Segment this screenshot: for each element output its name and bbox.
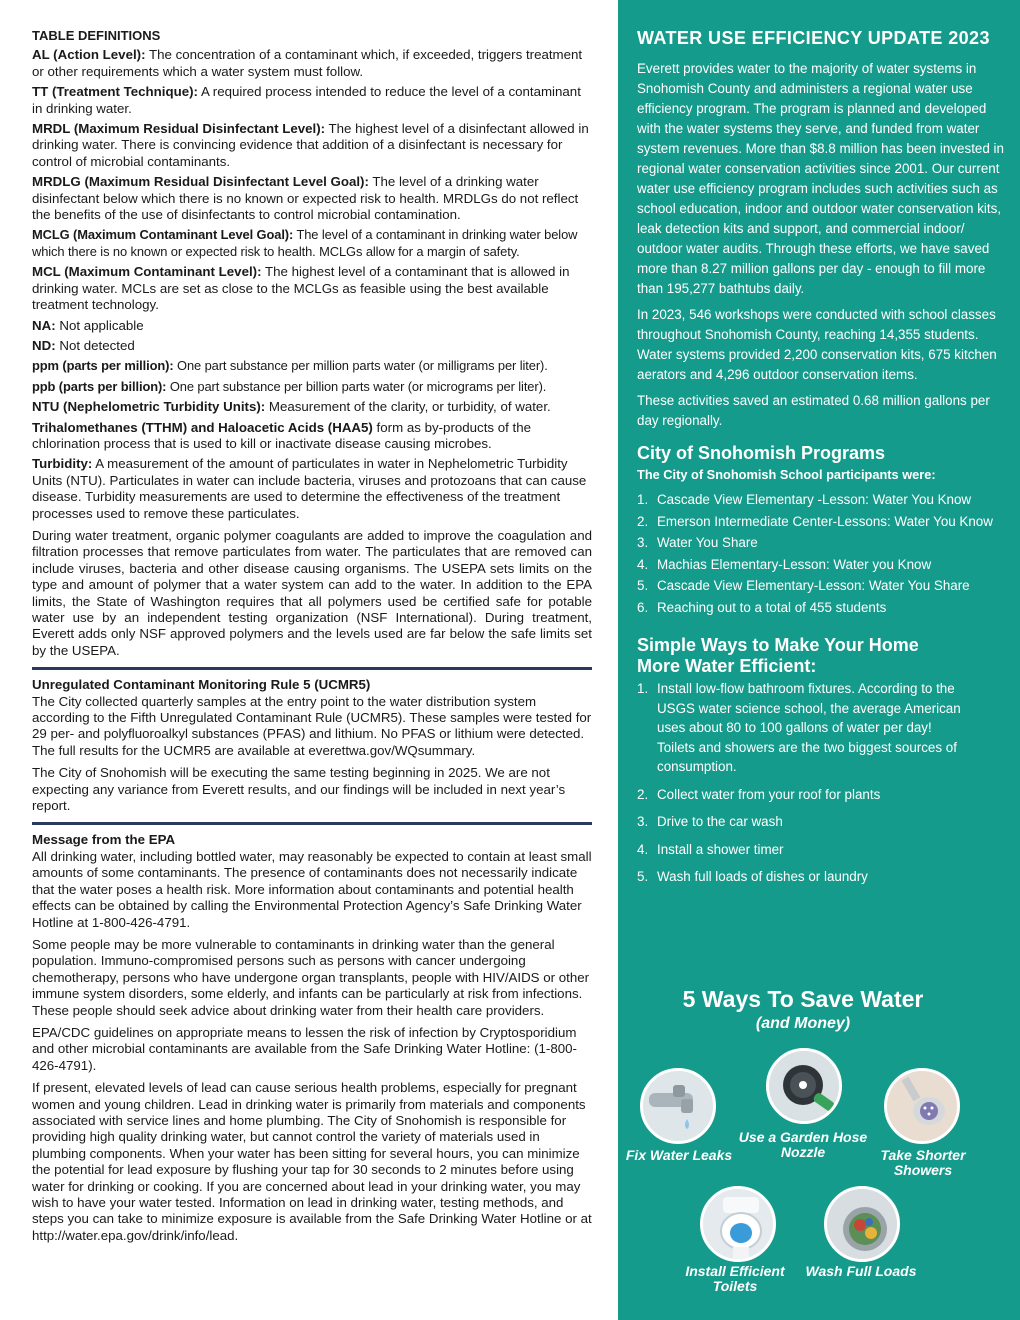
definition-ntu: NTU (Nephelometric Turbidity Units): Measurement of the clarity, or turbidity, of water.	[32, 399, 551, 415]
list-item: 1. Install low-flow bathroom fixtures. According to the USGS water science school, the average American uses about 80 to 100 gallons of water per day! Toilets and showers are the two biggest sources of consumption.	[637, 681, 961, 774]
list-item: 6. Reaching out to a total of 455 students	[637, 599, 887, 615]
epa-paragraph-4: If present, elevated levels of lead can cause serious health problems, especially for pregnant women and young children. Lead in drinking water is primarily from materials and components associated with service lines and home plumbing. The City of Snohomish is responsible for providing high quality drinking water, but cannot control the variety of materials used in plumbing components. When your water has been sitting for several hours, you can minimize the potential for lead exposure by flushing your tap for 30 seconds to 2 minutes before using water for drinking or cooking. If you are concerned about lead in your drinking water, you may wish to have your water tested. Information on lead in drinking water, testing methods, and steps you can take to minimize exposure is available from the Safe Drinking Water Hotline or at http://water.epa.gov/drink/info/lead.	[32, 1080, 592, 1243]
definition-ppb: ppb (parts per billion): One part substance per billion parts water (or micrograms per liter).	[32, 378, 547, 394]
faucet-icon	[640, 1068, 716, 1144]
section-divider	[32, 667, 592, 670]
efficiency-paragraph-2: In 2023, 546 workshops were conducted with school classes throughout Snohomish County, reaching 14,355 students. Water systems provided 2,200 conservation kits, 675 kitchen aerators and 4,296 outdoor conservation items.	[637, 307, 997, 382]
epa-paragraph-2: Some people may be more vulnerable to contaminants in drinking water than the general population. Immuno-compromised persons such as persons with cancer undergoing chemotherapy, persons who have undergone organ transplants, people with HIV/AIDS or other immune system disorders, some elderly, and infants can be particularly at risk from infections. These people should seek advice about drinking water from their health care providers.	[32, 936, 590, 1018]
hose-nozzle-label: Use a Garden Hose Nozzle	[738, 1129, 868, 1160]
list-item: 1. Cascade View Elementary -Lesson: Water You Know	[637, 492, 972, 507]
list-item: 3. Drive to the car wash	[637, 814, 783, 829]
list-item: 4. Install a shower timer	[637, 841, 784, 857]
definition-mcl: MCL (Maximum Contaminant Level): The highest level of a contaminant that is allowed in drinking water. MCLs are set as close to the MCLGs as feasible using the best available treatment technology.	[32, 264, 570, 313]
list-item: 2. Emerson Intermediate Center-Lessons: Water You Know	[637, 513, 993, 529]
definition-tthm: Trihalomethanes (TTHM) and Haloacetic Acids (HAA5) form as by-products of the chlorination process that is used to kill or inactivate disease causing microbes.	[32, 419, 532, 451]
efficiency-paragraph-1: Everett provides water to the majority of water systems in Snohomish County and administers a regional water use efficiency program. The program is planned and developed with the water systems they serve, and funded from water system revenues. More than $8.8 million has been invested in regional water conservation activities since 2001. Our current water use efficiency program includes such activities such as school education, indoor and outdoor water conservation kits, leak detection kits and support, and commercial indoor/ outdoor water audits. Through these efforts, we have saved more than 8.27 million gallons per day - enough to fill more than 195,277 bathtubs daily.	[637, 61, 1004, 296]
washing-machine-icon	[824, 1186, 900, 1262]
programs-heading: City of Snohomish Programs	[637, 443, 886, 463]
programs-list	[637, 490, 1007, 617]
programs-subheading: The City of Snohomish School participants were:	[637, 467, 936, 482]
list-item: 3. Water You Share	[637, 535, 758, 550]
section-divider	[32, 822, 592, 825]
ucmr5-paragraph-2: The City of Snohomish will be executing the same testing beginning in 2025. We are not expecting any variance from Everett results, and our findings will be included in next year’s report.	[32, 765, 566, 814]
list-item: 5. Wash full loads of dishes or laundry	[637, 869, 868, 884]
efficiency-panel	[618, 0, 1020, 1320]
definition-tt: TT (Treatment Technique): A required process intended to reduce the level of a contaminant in drinking water.	[32, 84, 581, 116]
left-column	[32, 28, 592, 1248]
five-ways-header	[618, 986, 988, 1033]
list-item: 4. Machias Elementary-Lesson: Water you Know	[637, 556, 932, 572]
epa-paragraph-3: EPA/CDC guidelines on appropriate means to lessen the risk of infection by Cryptosporidium and other microbial contaminants are available from the Safe Drinking Water Hotline: (1-800-426-4791).	[32, 1024, 577, 1073]
shorter-showers-label: Take Shorter Showers	[880, 1147, 966, 1178]
tips-list	[637, 679, 1007, 887]
list-item: 2. Collect water from your roof for plants	[637, 786, 881, 802]
efficient-toilets-label: Install Efficient Toilets	[685, 1263, 785, 1294]
epa-heading: Message from the EPA	[32, 832, 176, 848]
definition-al: AL (Action Level): The concentration of a contaminant which, if exceeded, triggers treatment or other requirements which a water system must follow.	[32, 47, 583, 79]
definition-ppm: ppm (parts per million): One part substance per million parts water (or milligrams per liter).	[32, 358, 548, 374]
efficiency-title: WATER USE EFFICIENCY UPDATE 2023	[637, 28, 990, 48]
ucmr5-heading: Unregulated Contaminant Monitoring Rule 5 (UCMR5)	[32, 677, 371, 693]
definition-mrdl: MRDL (Maximum Residual Disinfectant Level): The highest level of a disinfectant allowed in drinking water. There is convincing evidence that addition of a disinfectant is necessary for control of microbial contaminants.	[32, 121, 589, 169]
efficiency-paragraph-3: These activities saved an estimated 0.68 million gallons per day regionally.	[637, 393, 990, 428]
fix-leaks-label: Fix Water Leaks	[625, 1147, 733, 1163]
definitions-title: TABLE DEFINITIONS	[32, 28, 161, 43]
definition-nd: ND: Not detected	[32, 337, 135, 353]
definition-turbidity: Turbidity: A measurement of the amount of particulates in water in Nephelometric Turbidity Units (NTU). Particulates in water can include bacteria, viruses and protozoans that can cause disease. Turbidity measurements are used to determine the effectiveness of the treatment processes used to remove these particulates.	[32, 456, 587, 521]
polymer-paragraph: During water treatment, organic polymer coagulants are added to improve the coagulation and filtration processes that remove particulates from water. The particulates that are removed can include viruses, bacteria and other disease causing organisms. The USEPA sets limits on the type and amount of polymer that a water system can add to the water. In addition to the EPA limits, the State of Washington requires that all polymers used be certified safe for potable water use by an independent testing organization (NSF International). During treatment, Everett adds only NSF approved polymers and the levels used are far below the safe limits set by the USEPA.	[32, 527, 592, 658]
definition-mrdlg: MRDLG (Maximum Residual Disinfectant Level Goal): The level of a drinking water disinfectant below which there is no known or expected risk to health. MRDLGs do not reflect the benefits of the use of disinfectants to control microbial contamination.	[32, 174, 579, 223]
toilet-icon	[700, 1186, 776, 1262]
shower-icon	[884, 1068, 960, 1144]
five-ways-title: 5 Ways To Save Water	[682, 986, 924, 1012]
full-loads-label: Wash Full Loads	[805, 1263, 917, 1279]
five-ways-subtitle: (and Money)	[755, 1015, 851, 1032]
definition-mclg: MCLG (Maximum Contaminant Level Goal): The level of a contaminant in drinking water below which there is no known or expected risk to health. MCLGs allow for a margin of safety.	[32, 227, 578, 259]
epa-paragraph-1: All drinking water, including bottled water, may reasonably be expected to contain at least small amounts of some contaminants. The presence of contaminants does not necessarily indicate that the water poses a health risk. More information about contaminants and potential health effects can be obtained by calling the Environmental Protection Agency’s Safe Drinking Water Hotline at 1-800-426-4791.	[32, 848, 592, 930]
definition-na: NA: Not applicable	[32, 317, 144, 333]
efficiency-content	[637, 28, 1007, 895]
list-item: 5. Cascade View Elementary-Lesson: Water You Share	[637, 578, 970, 593]
tips-heading: Simple Ways to Make Your Home More Water Efficient:	[637, 635, 919, 676]
hose-nozzle-icon	[766, 1048, 842, 1124]
ucmr5-paragraph-1: The City collected quarterly samples at the entry point to the water distribution system according to the Fifth Unregulated Contaminant Rule (UCMR5). These samples were tested for 29 per- and polyfluoroalkyl substances (PFAS) and lithium. No PFAS or lithium were detected. The full results for the UCMR5 are available at everettwa.gov/WQsummary.	[32, 693, 592, 758]
